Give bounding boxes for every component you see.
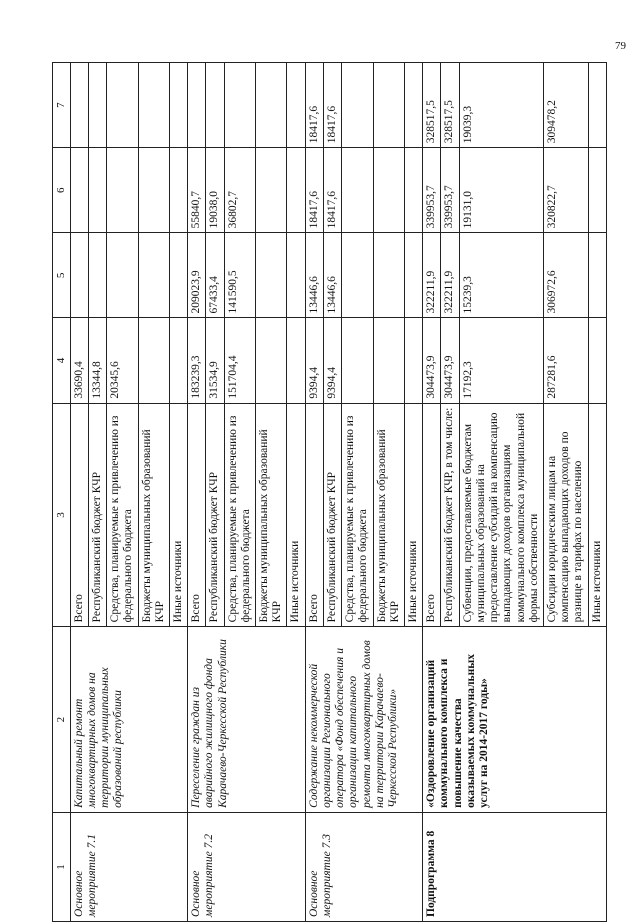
amount-cell (287, 233, 305, 318)
amount-cell (107, 63, 138, 148)
activity-code-cell: Основное мероприятие 7.2 (188, 812, 306, 921)
table-row (188, 63, 206, 922)
amount-cell (373, 63, 404, 148)
amount-cell (206, 63, 224, 148)
amount-cell (588, 318, 606, 403)
amount-cell: 339953,7 (441, 148, 459, 233)
amount-cell (138, 318, 169, 403)
amount-cell (588, 233, 606, 318)
activity-name-cell: Содержание некоммерческой организации Регионального оператора «Фонд обеспечения и организации капитального ремонта многоквартирных домов на территории Карачаево-Черкесской Республики» (305, 627, 423, 813)
amount-cell (88, 148, 106, 233)
amount-cell: 322211,9 (441, 233, 459, 318)
table-row (305, 63, 323, 922)
amount-cell (373, 233, 404, 318)
amount-cell: 19131,0 (459, 148, 543, 233)
amount-cell (138, 148, 169, 233)
amount-cell (138, 63, 169, 148)
amount-cell (70, 233, 88, 318)
amount-cell: 17192,3 (459, 318, 543, 403)
amount-cell: 13446,6 (305, 233, 323, 318)
amount-cell: 320822,7 (543, 148, 588, 233)
amount-cell: 9394,4 (305, 318, 323, 403)
amount-cell (342, 148, 373, 233)
amount-cell (342, 233, 373, 318)
page-number: 79 (615, 40, 626, 52)
amount-cell: 322211,9 (423, 233, 441, 318)
amount-cell: 209023,9 (188, 233, 206, 318)
amount-cell: 19038,0 (206, 148, 224, 233)
amount-cell: 55840,7 (188, 148, 206, 233)
amount-cell (70, 63, 88, 148)
amount-cell (169, 318, 187, 403)
amount-cell (107, 148, 138, 233)
amount-cell (287, 63, 305, 148)
amount-cell (405, 63, 423, 148)
amount-cell (373, 148, 404, 233)
header-cell: 3 (53, 403, 71, 627)
amount-cell (107, 233, 138, 318)
activity-name-cell: Капитальный ремонт многоквартирных домов на территории муниципальных образований республики (70, 627, 188, 813)
amount-cell: 306972,6 (543, 233, 588, 318)
funding-source-cell: Республиканский бюджет КЧР (206, 403, 224, 627)
amount-cell: 183239,3 (188, 318, 206, 403)
amount-cell: 304473,9 (441, 318, 459, 403)
funding-source-cell: Республиканский бюджет КЧР (323, 403, 341, 627)
amount-cell (588, 63, 606, 148)
amount-cell (224, 63, 255, 148)
amount-cell: 13446,6 (323, 233, 341, 318)
amount-cell: 18417,6 (323, 63, 341, 148)
amount-cell: 304473,9 (423, 318, 441, 403)
funding-source-cell: Иные источники (169, 403, 187, 627)
amount-cell (88, 233, 106, 318)
amount-cell: 13344,8 (88, 318, 106, 403)
table-row (423, 63, 441, 922)
activity-name-cell: Переселение граждан из аварийного жилищного фонда Карачаево-Черкесской Республики (188, 627, 306, 813)
amount-cell (342, 318, 373, 403)
amount-cell: 18417,6 (323, 148, 341, 233)
header-cell: 2 (53, 627, 71, 813)
funding-source-cell: Всего (423, 403, 441, 627)
funding-source-cell: Всего (305, 403, 323, 627)
amount-cell: 328517,5 (441, 63, 459, 148)
funding-source-cell: Бюджеты муниципальных образований КЧР (256, 403, 287, 627)
header-row (53, 63, 71, 922)
amount-cell: 9394,4 (323, 318, 341, 403)
funding-source-cell: Иные источники (588, 403, 606, 627)
funding-source-cell: Иные источники (287, 403, 305, 627)
funding-source-cell: Средства, планируемые к привлечению из федерального бюджета (342, 403, 373, 627)
header-cell: 7 (53, 63, 71, 148)
budget-table (52, 62, 607, 922)
funding-source-cell: Иные источники (405, 403, 423, 627)
funding-source-cell: Республиканский бюджет КЧР, в том числе: (441, 403, 459, 627)
amount-cell: 18417,6 (305, 148, 323, 233)
amount-cell: 287281,6 (543, 318, 588, 403)
funding-source-cell: Субсидии юридическим лицам на компенсацию выпадающих доходов по разнице в тарифах по населению (543, 403, 588, 627)
header-cell: 4 (53, 318, 71, 403)
funding-source-cell: Всего (188, 403, 206, 627)
activity-code-cell: Основное мероприятие 7.3 (305, 812, 423, 921)
rotated-table-frame (52, 62, 622, 922)
amount-cell (188, 63, 206, 148)
amount-cell: 309478,2 (543, 63, 588, 148)
amount-cell (256, 63, 287, 148)
amount-cell (287, 318, 305, 403)
amount-cell (373, 318, 404, 403)
amount-cell (256, 318, 287, 403)
activity-name-cell: «Оздоровление организаций коммунального комплекса и повышение качества оказываемых коммунальных услуг на 2014-2017 годы» (423, 627, 607, 813)
amount-cell (342, 63, 373, 148)
amount-cell: 18417,6 (305, 63, 323, 148)
activity-code-cell: Подпрограмма 8 (423, 812, 607, 921)
header-cell: 5 (53, 233, 71, 318)
header-cell: 1 (53, 812, 71, 921)
amount-cell (588, 148, 606, 233)
amount-cell (405, 233, 423, 318)
amount-cell (70, 148, 88, 233)
table-row (70, 63, 88, 922)
activity-code-cell: Основное мероприятие 7.1 (70, 812, 188, 921)
amount-cell (169, 233, 187, 318)
amount-cell: 151704,4 (224, 318, 255, 403)
amount-cell (138, 233, 169, 318)
amount-cell (169, 148, 187, 233)
amount-cell: 20345,6 (107, 318, 138, 403)
amount-cell (169, 63, 187, 148)
header-cell: 6 (53, 148, 71, 233)
amount-cell (287, 148, 305, 233)
funding-source-cell: Бюджеты муниципальных образований КЧР (138, 403, 169, 627)
amount-cell: 328517,5 (423, 63, 441, 148)
funding-source-cell: Республиканский бюджет КЧР (88, 403, 106, 627)
funding-source-cell: Всего (70, 403, 88, 627)
amount-cell (256, 233, 287, 318)
amount-cell: 15239,3 (459, 233, 543, 318)
amount-cell: 339953,7 (423, 148, 441, 233)
funding-source-cell: Бюджеты муниципальных образований КЧР (373, 403, 404, 627)
amount-cell: 141590,5 (224, 233, 255, 318)
amount-cell: 36802,7 (224, 148, 255, 233)
funding-source-cell: Средства, планируемые к привлечению из федерального бюджета (224, 403, 255, 627)
amount-cell: 31534,9 (206, 318, 224, 403)
amount-cell: 33690,4 (70, 318, 88, 403)
amount-cell (405, 148, 423, 233)
amount-cell (88, 63, 106, 148)
amount-cell: 67433,4 (206, 233, 224, 318)
funding-source-cell: Субвенции, предоставляемые бюджетам муниципальных образований на предоставление субсидий на компенсацию выпадающих доходов организациям коммунального комплекса муниципальной формы собственности (459, 403, 543, 627)
amount-cell (405, 318, 423, 403)
funding-source-cell: Средства, планируемые к привлечению из федерального бюджета (107, 403, 138, 627)
amount-cell (256, 148, 287, 233)
amount-cell: 19039,3 (459, 63, 543, 148)
